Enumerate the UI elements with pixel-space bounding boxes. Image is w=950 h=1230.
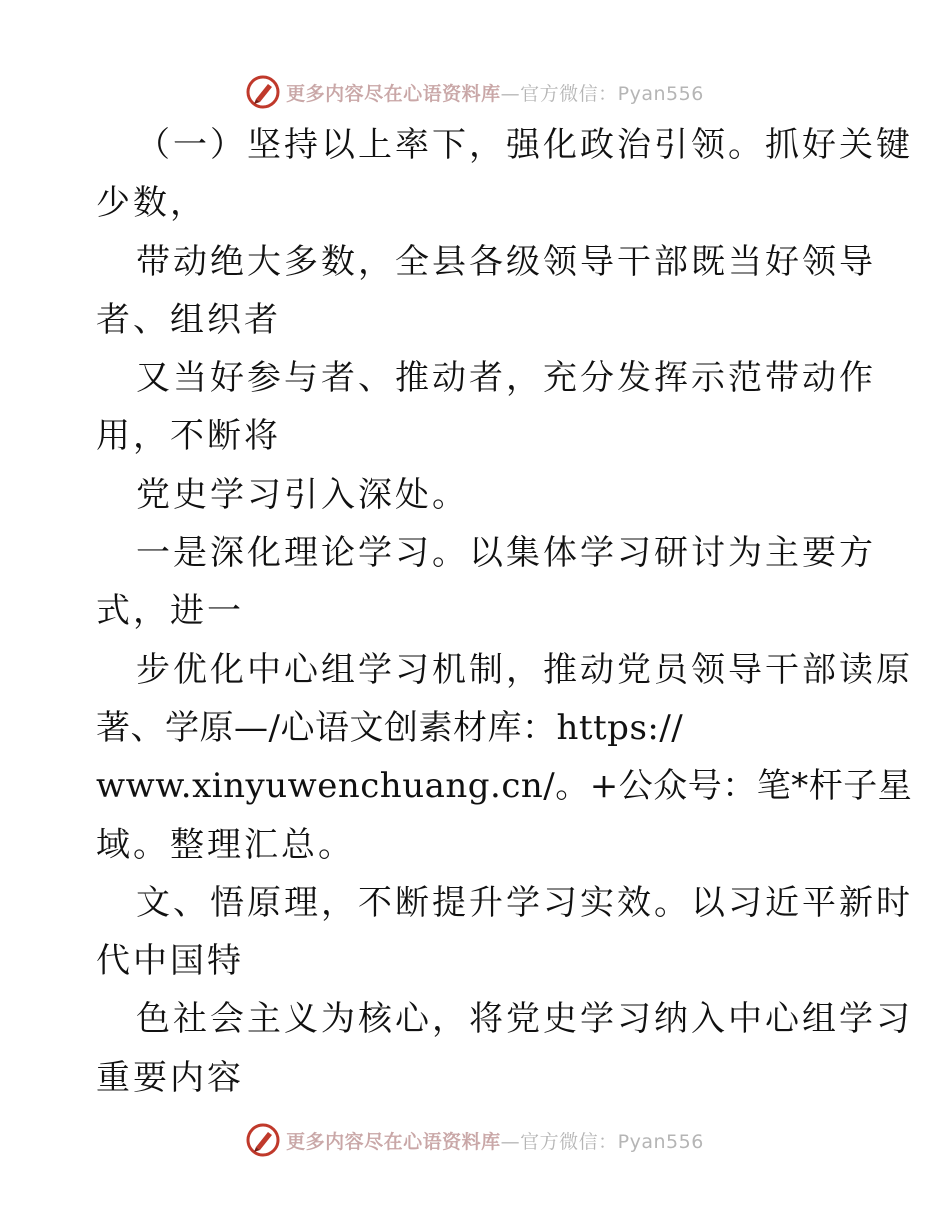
watermark-separator: — [500,82,521,105]
text-line: 一是深化理论学习。以集体学习研讨为主要方 [136,533,876,574]
text-line: 式，进一 [96,591,244,632]
watermark-contact: 官方微信：Pyan556 [520,1130,704,1153]
text-line: （一）坚持以上率下，强化政治引领。抓好关键 [136,125,913,165]
text-line: 又当好参与者、推动者，充分发挥示范带动作 [136,358,876,399]
watermark-contact: 官方微信：Pyan556 [520,82,704,105]
text-line: 少数， [96,183,207,224]
pen-logo-icon [246,1123,280,1157]
header-watermark [0,72,950,112]
text-line: 步优化中心组学习机制，推动党员领导干部读原 [136,649,913,690]
watermark-text [286,1127,704,1154]
watermark-brand: 更多内容尽在心语资料库 [286,82,501,105]
pen-logo-icon [246,75,280,109]
text-line: 域。整理汇总。 [96,824,355,865]
text-line: 带动绝大多数，全县各级领导干部既当好领导 [136,241,876,282]
watermark-text [286,79,704,106]
text-line: 用，不断将 [96,416,281,457]
text-line: 色社会主义为核心，将党史学习纳入中心组学习 [136,999,913,1040]
footer-watermark [0,1120,950,1160]
text-line: www.xinyuwenchuang.cn/。+公众号：笔*杆子星 [96,766,913,807]
text-line: 代中国特 [96,941,244,982]
text-line: 党史学习引入深处。 [136,474,469,515]
text-line: 著、学原—/心语文创素材库：https:// [96,707,684,748]
watermark-separator: — [500,1130,521,1153]
document-body [96,116,913,1107]
text-line: 文、悟原理，不断提升学习实效。以习近平新时 [136,882,913,923]
text-line: 者、组织者 [96,299,281,340]
watermark-brand: 更多内容尽在心语资料库 [286,1130,501,1153]
text-line: 重要内容 [96,1057,244,1098]
